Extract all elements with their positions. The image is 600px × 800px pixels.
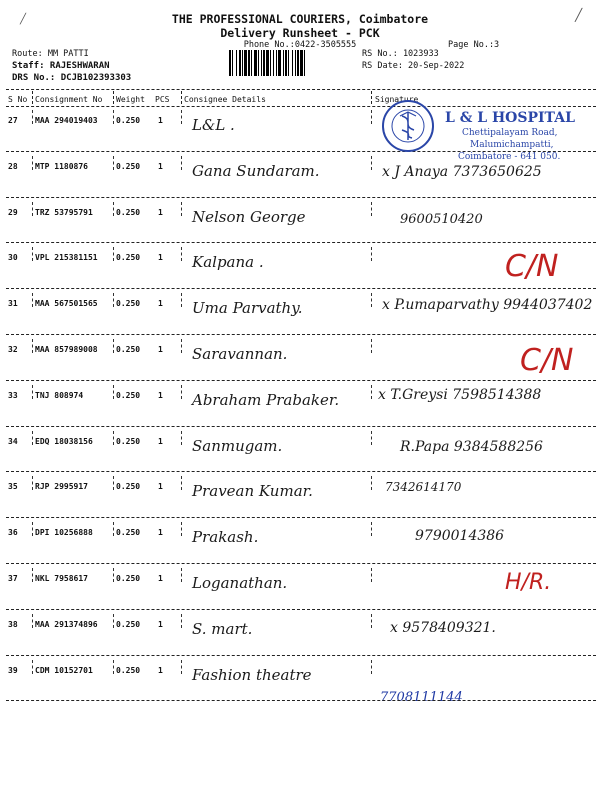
barcode-bar	[248, 50, 250, 76]
row-pcs: 1	[158, 161, 163, 171]
col-weight: Weight	[116, 95, 145, 104]
col-signature: Signature	[375, 95, 419, 104]
divider	[181, 385, 182, 399]
row-weight: 0.250	[116, 528, 141, 538]
row-signature: x J Anaya 7373650625	[382, 163, 542, 180]
barcode-bar	[251, 50, 252, 76]
row-weight: 0.250	[116, 299, 141, 309]
divider	[32, 660, 33, 674]
staff: Staff: RAJESHWARAN	[12, 61, 110, 71]
divider	[181, 202, 182, 216]
row-divider	[6, 517, 596, 518]
barcode-bar	[295, 50, 296, 76]
company-name: THE PROFESSIONAL COURIERS, Coimbatore	[171, 12, 429, 26]
row-consignment: EDQ 18038156	[35, 436, 93, 446]
row-signature: C/N	[520, 343, 574, 378]
row-weight: 0.250	[116, 161, 141, 171]
row-sno: 33	[8, 390, 18, 400]
row-pcs: 1	[158, 299, 163, 309]
row-weight: 0.250	[116, 665, 141, 675]
divider	[371, 476, 372, 490]
row-consignment: MAA 294019403	[35, 116, 98, 125]
row-pcs: 1	[158, 528, 163, 538]
row-weight: 0.250	[116, 345, 141, 354]
stamp-line2: Malumichampatti,	[470, 140, 554, 150]
divider	[371, 339, 372, 353]
row-consignee: Nelson George	[192, 207, 306, 226]
divider	[113, 385, 114, 399]
row-weight: 0.250	[116, 253, 141, 263]
divider	[371, 385, 372, 399]
row-pcs: 1	[158, 116, 163, 125]
row-sno: 27	[8, 116, 18, 125]
divider	[181, 91, 182, 104]
document-title: Delivery Runsheet - PCK	[220, 26, 380, 40]
divider	[181, 339, 182, 353]
barcode-bar	[266, 50, 269, 76]
row-signature: x T.Greysi 7598514388	[378, 386, 542, 403]
row-consignment: MAA 857989008	[35, 345, 98, 354]
row-pcs: 1	[158, 619, 163, 629]
row-weight: 0.250	[116, 207, 141, 217]
row-consignee: Sanmugam.	[192, 436, 283, 455]
col-pcs: PCS	[155, 95, 170, 104]
divider	[181, 156, 182, 170]
row-consignee: Fashion theatre	[192, 665, 312, 684]
barcode-bar	[270, 50, 271, 76]
barcode	[229, 50, 351, 76]
divider	[371, 660, 372, 674]
divider	[181, 293, 182, 307]
row-signature: 9600510420	[400, 211, 483, 227]
row-consignment: CDM 10152701	[35, 665, 93, 675]
row-sno: 34	[8, 436, 18, 446]
barcode-bar	[304, 50, 305, 76]
row-consignment: RJP 2995917	[35, 482, 88, 492]
barcode-bar	[254, 50, 257, 76]
corner-mark-icon: ╱	[575, 8, 583, 22]
divider	[32, 522, 33, 536]
row-divider	[6, 563, 596, 564]
row-signature: 7708111144	[380, 689, 463, 705]
divider	[181, 522, 182, 536]
divider	[371, 522, 372, 536]
row-weight: 0.250	[116, 482, 141, 492]
row-pcs: 1	[158, 665, 163, 675]
row-consignee: Prakash.	[192, 528, 259, 547]
row-sno: 35	[8, 482, 18, 492]
row-weight: 0.250	[116, 390, 141, 400]
barcode-bar	[288, 50, 289, 76]
divider	[32, 293, 33, 307]
divider	[371, 156, 372, 170]
row-pcs: 1	[158, 390, 163, 400]
divider	[181, 247, 182, 261]
divider	[113, 660, 114, 674]
barcode-bar	[239, 50, 241, 76]
divider	[371, 614, 372, 628]
divider	[181, 476, 182, 490]
row-pcs: 1	[158, 207, 163, 217]
divider	[113, 156, 114, 170]
divider	[371, 431, 372, 445]
row-consignee: Saravannan.	[192, 345, 288, 363]
row-signature: 7342614170	[385, 480, 462, 495]
row-pcs: 1	[158, 345, 163, 354]
divider	[113, 202, 114, 216]
row-consignee: Pravean Kumar.	[192, 482, 313, 501]
drs-number: DRS No.: DCJB102393303	[12, 73, 132, 83]
corner-mark-icon: ╱	[20, 14, 27, 25]
divider	[32, 476, 33, 490]
row-signature: C/N	[505, 249, 559, 285]
route: Route: MM PATTI	[12, 49, 89, 59]
barcode-bar	[232, 50, 233, 76]
barcode-bar	[261, 50, 262, 76]
col-consignment: Consignment No	[35, 95, 103, 104]
divider	[32, 339, 33, 353]
barcode-bar	[283, 50, 284, 76]
stamp-name: L & L HOSPITAL	[445, 110, 575, 126]
divider	[181, 431, 182, 445]
divider	[371, 293, 372, 307]
row-divider	[6, 609, 596, 610]
rs-number: RS No.: 1023933	[362, 49, 439, 59]
barcode-bar	[273, 50, 274, 76]
row-pcs: 1	[158, 482, 163, 492]
row-sno: 38	[8, 619, 18, 629]
divider	[181, 568, 182, 582]
row-signature: H/R.	[505, 570, 552, 595]
divider	[371, 202, 372, 216]
row-consignment: VPL 215381151	[35, 253, 98, 263]
divider	[113, 339, 114, 353]
barcode-bar	[244, 50, 247, 76]
page-number: Page No.:3	[448, 40, 500, 50]
rs-date: RS Date: 20-Sep-2022	[362, 61, 465, 71]
row-consignment: MTP 1180876	[35, 161, 88, 171]
divider	[113, 110, 114, 124]
row-sno: 29	[8, 207, 18, 217]
stamp-seal	[378, 98, 438, 154]
row-weight: 0.250	[116, 436, 141, 446]
row-sno: 39	[8, 665, 18, 675]
row-consignment: MAA 291374896	[35, 619, 98, 629]
divider	[32, 385, 33, 399]
row-pcs: 1	[158, 436, 163, 446]
stamp-line1: Chettipalayam Road,	[462, 128, 558, 138]
row-consignment: MAA 567501565	[35, 299, 98, 309]
divider	[113, 476, 114, 490]
row-weight: 0.250	[116, 116, 141, 125]
divider	[32, 156, 33, 170]
row-signature: x P.umaparvathy 9944037402	[382, 297, 593, 314]
row-pcs: 1	[158, 574, 163, 583]
row-consignee: Gana Sundaram.	[192, 161, 320, 180]
barcode-bar	[276, 50, 277, 76]
hospital-seal-icon	[378, 98, 438, 154]
divider	[113, 293, 114, 307]
row-consignee: Loganathan.	[192, 574, 288, 592]
divider	[6, 89, 596, 90]
divider	[32, 568, 33, 582]
row-consignee: Abraham Prabaker.	[192, 390, 340, 409]
divider	[371, 247, 372, 261]
divider	[32, 202, 33, 216]
barcode-bar	[292, 50, 293, 76]
col-consignee: Consignee Details	[184, 95, 266, 104]
barcode-bar	[258, 50, 259, 76]
row-consignment: NKL 7958617	[35, 574, 88, 583]
divider	[6, 106, 596, 107]
barcode-bar	[236, 50, 237, 76]
row-divider	[6, 655, 596, 656]
divider	[113, 91, 114, 104]
row-consignment: TRZ 53795791	[35, 207, 93, 217]
row-sno: 32	[8, 345, 18, 354]
barcode-bar	[229, 50, 231, 76]
col-sno: S No	[8, 95, 28, 104]
row-divider	[6, 197, 596, 198]
divider	[181, 614, 182, 628]
divider	[181, 110, 182, 124]
divider	[32, 247, 33, 261]
barcode-bar	[242, 50, 243, 76]
row-divider	[6, 380, 596, 381]
row-sno: 36	[8, 528, 18, 538]
row-divider	[6, 334, 596, 335]
barcode-bar	[278, 50, 281, 76]
row-weight: 0.250	[116, 619, 141, 629]
row-divider	[6, 426, 596, 427]
row-divider	[6, 288, 596, 289]
divider	[32, 614, 33, 628]
stamp-line3: Coimbatore - 641 050.	[458, 152, 561, 162]
row-sno: 30	[8, 253, 18, 263]
row-pcs: 1	[158, 253, 163, 263]
row-signature: 9790014386	[415, 528, 505, 545]
row-divider	[6, 471, 596, 472]
barcode-bar	[297, 50, 299, 76]
divider	[32, 91, 33, 104]
divider	[113, 568, 114, 582]
row-divider	[6, 700, 596, 701]
row-consignee: Kalpana .	[192, 253, 264, 272]
divider	[113, 522, 114, 536]
divider	[113, 614, 114, 628]
row-consignment: TNJ 808974	[35, 390, 84, 400]
row-signature: R.Papa 9384588256	[400, 438, 543, 455]
row-weight: 0.250	[116, 574, 141, 583]
divider	[32, 110, 33, 124]
divider	[181, 660, 182, 674]
divider	[113, 247, 114, 261]
row-consignee: L&L .	[192, 116, 235, 134]
barcode-bar	[263, 50, 265, 76]
phone-number: Phone No.:0422-3505555	[243, 40, 357, 50]
row-sno: 28	[8, 161, 18, 171]
barcode-bar	[285, 50, 287, 76]
row-signature: x 9578409321.	[390, 619, 496, 636]
divider	[371, 91, 372, 104]
row-consignment: DPI 10256888	[35, 528, 93, 538]
row-consignee: Uma Parvathy.	[192, 299, 303, 318]
row-sno: 37	[8, 574, 18, 583]
divider	[32, 431, 33, 445]
divider	[371, 110, 372, 124]
divider	[113, 431, 114, 445]
row-consignee: S. mart.	[192, 619, 253, 638]
row-divider	[6, 242, 596, 243]
divider	[371, 568, 372, 582]
row-sno: 31	[8, 299, 18, 309]
barcode-bar	[300, 50, 303, 76]
